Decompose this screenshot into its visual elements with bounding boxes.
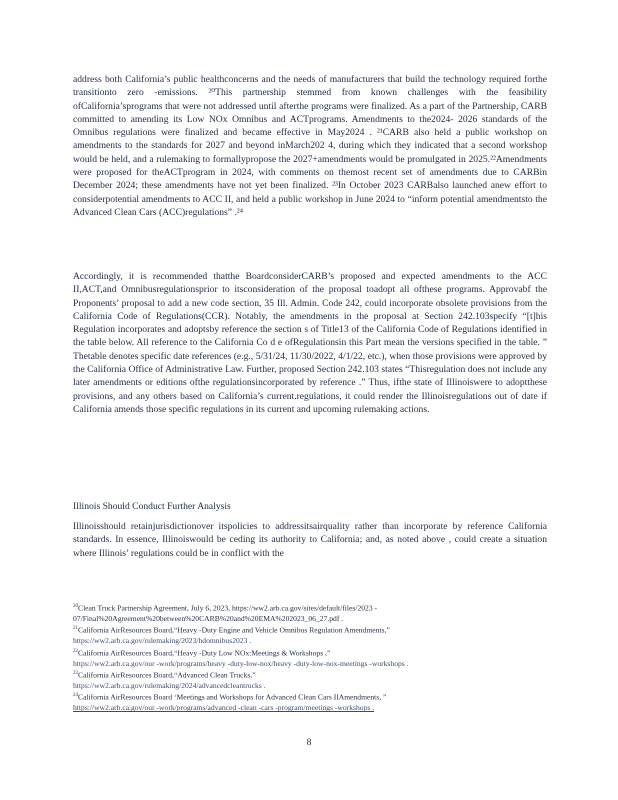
- body-paragraph-3: Illinoisshould retainjurisdictionover itspolicies to addressitsairquality rather than incorporate by reference California standards. In essence, Illinoiswould be ceding its authority to California; and, as noted above , could create a situation where Illinois’ regulations could be in conflict with the: [73, 521, 547, 559]
- footnote-text: California AirResources Board ‘Meetings and Workshops for Advanced Clean Cars IIAmendments, ”: [78, 692, 387, 702]
- footnote-23: [73, 669, 547, 691]
- footnotes-list: [73, 602, 547, 714]
- footnote-21: [73, 624, 547, 646]
- section-heading: Illinois Should Conduct Further Analysis: [73, 501, 231, 512]
- footnote-link[interactable]: https://ww2.arb.ca.gov/rulemaking/2024/advancedcleantrucks .: [73, 680, 266, 690]
- footnote-22: [73, 647, 547, 669]
- footnote-link[interactable]: https://ww2.arb.ca.gov/our -work/programs/advanced -clean -cars -program/meetings -workshops .: [73, 703, 375, 713]
- footnote-link[interactable]: https://ww2.arb.ca.gov/our -work/programs/heavy -duty-low-nox/heavy -duty-low-nox-meetings -workshops .: [73, 658, 409, 668]
- page-number: 8: [306, 737, 312, 748]
- footnote-20: [73, 602, 547, 624]
- footnote-number: 23: [73, 671, 78, 677]
- footnote-text: Clean Truck Partnership Agreement, July 6, 2023, https://ww2.arb.ca.gov/sites/default/files/2023 - 07/Final%20Agreement%20between%20CARB%20and%20EMA%202023_06_27.pdf .: [73, 603, 378, 623]
- footnote-text: California AirResources Board,“Advanced Clean Trucks,”: [78, 670, 256, 680]
- footnote-text: California AirResources Board,“Heavy -Duty Low NOx:Meetings & Workshops ,”: [78, 648, 331, 658]
- footnote-number: 24: [73, 693, 78, 699]
- footnote-text: California AirResources Board,“Heavy -Duty Engine and Vehicle Omnibus Regulation Amendments,”: [78, 625, 390, 635]
- footnote-number: 22: [73, 648, 78, 654]
- footnote-24: [73, 691, 547, 713]
- footnote-number: 21: [73, 626, 78, 632]
- footnote-link[interactable]: https://ww2.arb.ca.gov/rulemaking/2023/hdomnibus2023 .: [73, 636, 252, 646]
- body-paragraph-1: address both California’s public healthconcerns and the needs of manufacturers that build the technology required forthe transitionto zero -emissions. ²⁰This partnership stemmed from known challenges with the feasibility ofCalifornia’sprograms that were not addressed until afterthe programs were finalized. As a part of the Partnership, CARB committed to amending its Low NOx Omnibus and ACTprograms. Amendments to the2024- 2026 standards of the Omnibus regulations were finalized and became effective in May2024 . ²¹CARB also held a public workshop on amendments to the standards for 2027 and beyond inMarch202 4, during which they indicated that a second workshop would be held, and a rulemaking to formallypropose the 2027+amendments would be promulgated in 2025.²²Amendments were proposed for theACTprogram in 2024, with comments on themost recent set of amendments due to CARBin December 2024; these amendments have not yet been finalized. ²³In October 2023 CARBalso launched anew effort to considerpotential amendments to ACC II, and held a public workshop in June 2024 to “inform potential amendmentsto the Advanced Clean Cars (ACC)regulations” .²⁴: [73, 74, 547, 218]
- footnote-number: 20: [73, 604, 78, 609]
- body-paragraph-2: Accordingly, it is recommended thatthe BoardconsiderCARB’s proposed and expected amendments to the ACC II,ACT,and Omnibusregulationsprior to itsconsideration of the proposal toadopt all ofthese programs. Approvabf the Proponents’ proposal to add a new code section, 35 Ill. Admin. Code 242, could incorporate obsolete provisions from the California Code of Regulations(CCR). Notably, the amendments in the proposal at Section 242.103specify “[t]his Regulation incorporates and adoptsby reference the section s of Title13 of the California Code of Regulations identified in the table below. All reference to the California Co d e ofRegulationsin this Part mean the versions specified in the table. ” Thetable denotes specific date references (e.g., 5/31/24, 11/30/2022, 4/1/22, etc.), when those provisions were approved by the California Office of Administrative Law. Further, proposed Section 242.103 states “Thisregulation does not include any later amendments or editions ofthe regulationsincorporated by reference .” Thus, ifthe state of Illinoiswere to adoptthese provisions, and any others based on California’s current.regulations, it could render the Illinoisregulations out of date if California amends those specific regulations in its current and upcoming rulemaking actions.: [73, 271, 547, 415]
